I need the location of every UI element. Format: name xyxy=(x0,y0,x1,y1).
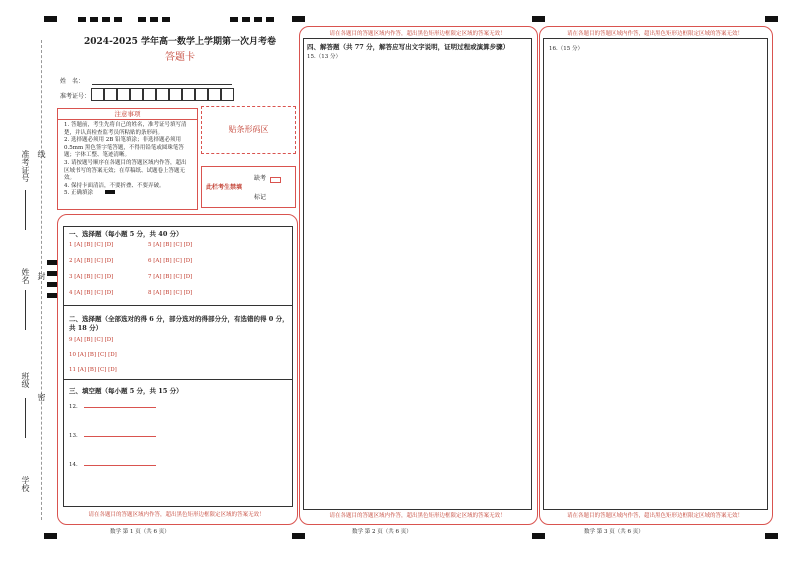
side-label-secret: 密 xyxy=(37,393,46,401)
side-underline xyxy=(25,190,26,230)
timing-mark xyxy=(114,17,122,22)
section4-title: 四、解答题（共 77 分，解答应写出文字说明，证明过程或演算步骤） xyxy=(307,43,510,51)
exam-no-cell[interactable] xyxy=(156,88,169,101)
fill-blank-number: 12. xyxy=(69,404,78,410)
exam-no-cell[interactable] xyxy=(195,88,208,101)
fill-blank-number: 13. xyxy=(69,433,78,439)
choice-row[interactable]: 10 [A] [B] [C] [D] xyxy=(69,352,117,358)
fill-blank-13[interactable] xyxy=(69,433,156,439)
timing-mark xyxy=(150,17,158,22)
side-underline xyxy=(25,398,26,438)
barcode-area xyxy=(201,106,296,154)
page-footer: 数学 第 1 页（共 6 页） xyxy=(110,529,170,535)
absent-checkbox[interactable] xyxy=(270,177,281,183)
timing-mark xyxy=(47,293,57,298)
choice-row[interactable]: 7 [A] [B] [C] [D] xyxy=(148,274,193,280)
choice-row[interactable]: 6 [A] [B] [C] [D] xyxy=(148,258,193,264)
side-label-school: 学校 xyxy=(21,476,30,492)
side-label-seal: 封 xyxy=(37,272,46,280)
question-15-label: 15.（13 分） xyxy=(307,54,341,60)
side-label-line: 线 xyxy=(37,150,46,158)
choice-row[interactable]: 8 [A] [B] [C] [D] xyxy=(148,290,193,296)
timing-mark xyxy=(292,533,305,539)
section-divider xyxy=(63,379,292,380)
section3-title: 三、填空题（每小题 5 分，共 15 分） xyxy=(69,387,183,395)
exam-no-cell[interactable] xyxy=(104,88,117,101)
fill-blank-14[interactable] xyxy=(69,462,156,468)
note-item: 2. 选择题必须用 2B 铅笔填涂；非选择题必须用 0.5mm 黑色签字笔答题，不得用铅笔或圆珠笔答题；字体工整、笔迹清晰。 xyxy=(64,137,184,159)
timing-mark xyxy=(47,282,57,287)
fill-blank-number: 14. xyxy=(69,462,78,468)
timing-mark xyxy=(242,17,250,22)
warning-text: 请在各题目的答题区域内作答，超出黑色矩形边框限定区域的答案无效！ xyxy=(88,512,265,518)
choice-row[interactable]: 3 [A] [B] [C] [D] xyxy=(69,274,114,280)
absent-box xyxy=(201,166,296,208)
choice-row[interactable]: 5 [A] [B] [C] [D] xyxy=(148,242,193,248)
exam-no-cell[interactable] xyxy=(182,88,195,101)
section2-title: 二、选择题（全部选对的得 6 分，部分选对的得部分分，有选错的得 0 分，共 18 分） xyxy=(69,315,289,332)
timing-mark xyxy=(162,17,170,22)
timing-mark xyxy=(138,17,146,22)
exam-no-cell[interactable] xyxy=(169,88,182,101)
name-field[interactable] xyxy=(92,84,232,85)
name-label: 姓 名： xyxy=(60,78,85,85)
exam-no-cell[interactable] xyxy=(143,88,156,101)
exam-no-cell[interactable] xyxy=(130,88,143,101)
note-item: 1. 答题前，考生先将自己的姓名，准考证号填写清楚，并认真检查监考员所粘贴的条形码。 xyxy=(64,122,187,136)
choice-row[interactable]: 9 [A] [B] [C] [D] xyxy=(69,337,114,343)
section-divider xyxy=(63,305,292,306)
page-footer: 数学 第 2 页（共 6 页） xyxy=(352,529,412,535)
timing-mark xyxy=(266,17,274,22)
side-label-class: 班级 xyxy=(21,372,30,388)
note-item-label: 5. 正确填涂 xyxy=(64,190,93,197)
timing-mark xyxy=(254,17,262,22)
timing-mark xyxy=(44,16,57,22)
timing-mark xyxy=(532,16,545,22)
exam-no-cell[interactable] xyxy=(91,88,104,101)
note-item: 3. 请按题号顺序在各题目的答题区域内作答，超出区域书写的答案无效；在草稿纸、试题卷上答题无效。 xyxy=(64,159,187,182)
timing-mark xyxy=(532,533,545,539)
timing-mark xyxy=(90,17,98,22)
note-item xyxy=(64,190,191,198)
timing-mark xyxy=(44,533,57,539)
question-16-label: 16.（15 分） xyxy=(549,46,583,52)
warning-text: 请在各题目的答题区域内作答，超出黑色矩形边框限定区域的答案无效！ xyxy=(329,31,506,37)
timing-mark xyxy=(765,16,778,22)
answer-box-q16[interactable] xyxy=(543,38,768,510)
timing-mark xyxy=(102,17,110,22)
note-item: 4. 保持卡面清洁，不要折叠、不要弄破。 xyxy=(64,182,165,189)
exam-no-cell[interactable] xyxy=(221,88,234,101)
page-subtitle: 答题卡 xyxy=(165,52,195,63)
absent-mark-text: 缺考 xyxy=(254,175,267,182)
choice-row[interactable]: 4 [A] [B] [C] [D] xyxy=(69,290,114,296)
warning-text: 请在各题目的答题区域内作答，超出黑色矩形边框限定区域的答案无效！ xyxy=(566,513,743,519)
answer-box-q15[interactable] xyxy=(303,38,532,510)
barcode-label: 贴条形码区 xyxy=(228,125,269,134)
timing-mark xyxy=(230,17,238,22)
exam-no-cell[interactable] xyxy=(117,88,130,101)
timing-mark xyxy=(765,533,778,539)
side-underline xyxy=(25,290,26,330)
warning-text: 请在各题目的答题区域内作答，超出黑色矩形边框限定区域的答案无效！ xyxy=(329,513,506,519)
filled-sample-mark xyxy=(105,190,115,194)
timing-mark xyxy=(47,271,57,276)
warning-text: 请在各题目的答题区域内作答，超出黑色矩形边框限定区域的答案无效！ xyxy=(566,31,743,37)
side-label-name: 姓名 xyxy=(21,268,30,284)
binding-line xyxy=(41,40,42,520)
absent-label: 此栏考生禁填 xyxy=(206,184,243,191)
fill-blank-12[interactable] xyxy=(69,404,156,410)
absent-mark-text: 标记 xyxy=(254,194,267,201)
notes-heading: 注意事项 xyxy=(58,109,197,120)
timing-mark xyxy=(78,17,86,22)
exam-no-label: 准考证号： xyxy=(60,93,91,100)
notes-box xyxy=(57,108,198,210)
page-footer: 数学 第 3 页（共 6 页） xyxy=(584,529,644,535)
timing-mark xyxy=(292,16,305,22)
section1-title: 一、选择题（每小题 5 分，共 40 分） xyxy=(69,230,183,238)
choice-row[interactable]: 11 [A] [B] [C] [D] xyxy=(69,367,117,373)
side-label-exam-no: 准考证号 xyxy=(21,150,30,182)
choice-row[interactable]: 2 [A] [B] [C] [D] xyxy=(69,258,114,264)
timing-mark xyxy=(47,260,57,265)
page-title: 2024-2025 学年高一数学上学期第一次月考卷 xyxy=(84,37,276,47)
choice-row[interactable]: 1 [A] [B] [C] [D] xyxy=(69,242,114,248)
exam-no-cell[interactable] xyxy=(208,88,221,101)
